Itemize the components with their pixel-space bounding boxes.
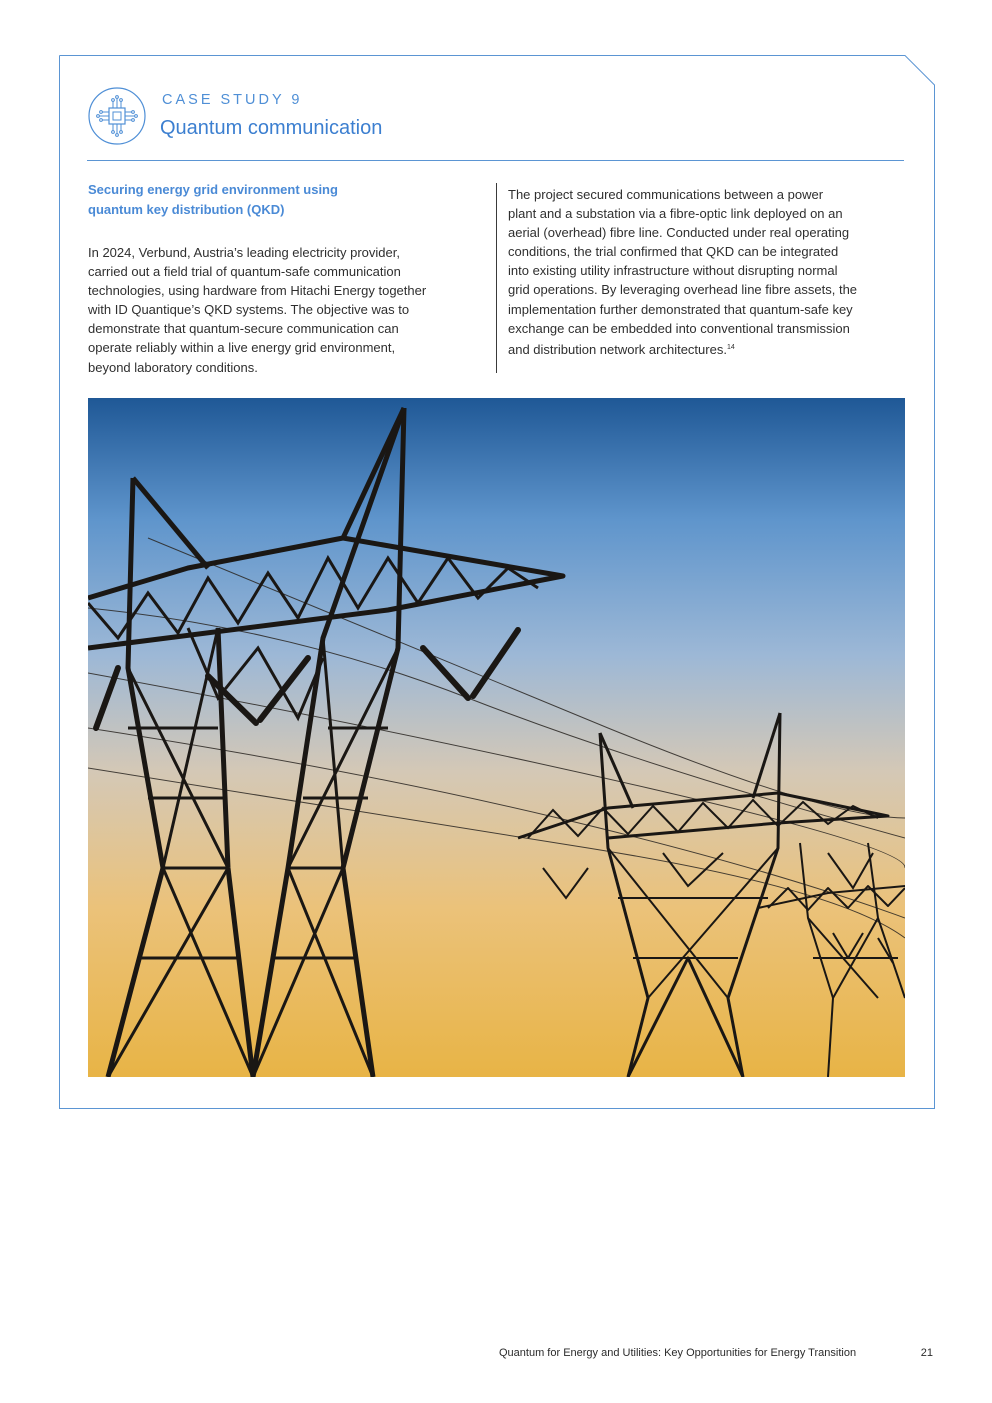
body-line: In 2024, Verbund, Austria’s leading electricity provider, — [88, 245, 400, 260]
body-line: operate reliably within a live energy grid environment, — [88, 340, 396, 356]
header-divider — [87, 160, 904, 161]
case-study-kicker: CASE STUDY 9 — [162, 92, 303, 108]
column-divider — [496, 183, 497, 373]
body-line: demonstrate that quantum-secure communication can — [88, 321, 399, 337]
footnote-ref[interactable]: 14 — [726, 343, 735, 351]
body-line: beyond laboratory conditions. — [88, 359, 258, 375]
quantum-chip-icon — [88, 87, 146, 145]
report-title: Quantum for Energy and Utilities: — [499, 1347, 662, 1359]
body-line: carried out a field trial of quantum-safe communication — [88, 264, 401, 280]
page-number: 21 — [920, 1347, 933, 1359]
body-line: with ID Quantique’s QKD systems. The objective was to — [88, 302, 410, 318]
body-line: aerial (overhead) fibre line. Conducted under real operating — [508, 225, 850, 241]
subheading-line: Securing energy grid environment using — [88, 182, 338, 197]
body-line: conditions, the trial confirmed that QKD can be integrated — [508, 244, 839, 260]
body-line-text: and distribution network architectures. — [508, 341, 727, 357]
electricity-transmission-towers-photo — [88, 398, 905, 1077]
body-line: implementation further demonstrated that quantum-safe key — [508, 301, 853, 317]
body-line: plant and a substation via a fibre-optic link deployed on an — [508, 206, 843, 222]
subheading-line: quantum key distribution (QKD) — [88, 202, 285, 217]
body-line: exchange can be embedded into conventional transmission — [508, 320, 850, 336]
body-line: The project secured communications between a power — [508, 187, 824, 202]
section-subheading — [88, 180, 478, 220]
case-study-title: Quantum communication — [160, 117, 383, 139]
body-line: grid operations. By leveraging overhead line fibre assets, the — [508, 282, 858, 298]
right-column-text — [508, 185, 905, 359]
body-line: into existing utility infrastructure without disrupting normal — [508, 263, 838, 279]
body-line — [508, 338, 905, 359]
report-subtitle: Key Opportunities for Energy Transition — [661, 1347, 857, 1359]
left-column-text — [88, 243, 480, 377]
body-line: technologies, using hardware from Hitachi Energy together — [88, 283, 427, 299]
page-footer — [499, 1347, 933, 1359]
